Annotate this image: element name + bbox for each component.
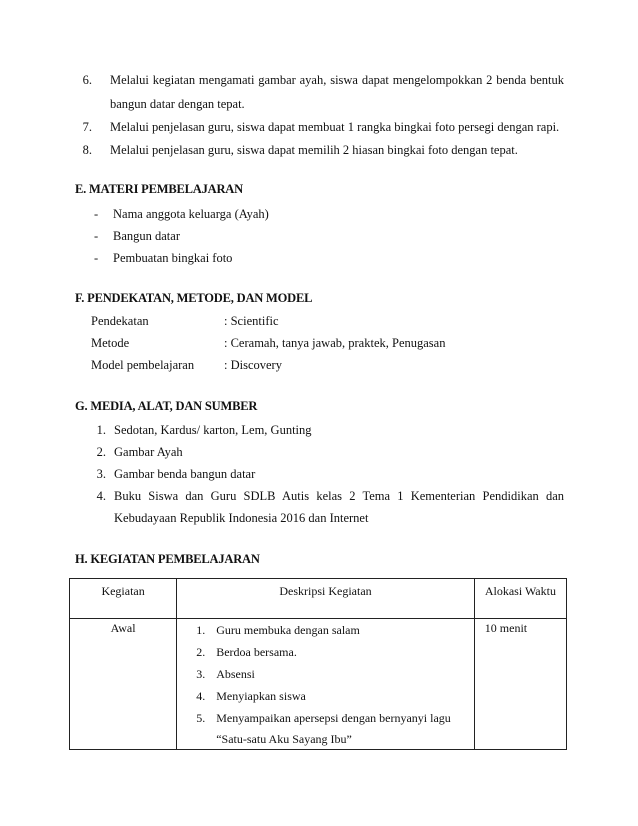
list-item-continued: Kebudayaan Republik Indonesia 2016 dan Internet [114, 511, 369, 525]
objective-text: Melalui penjelasan guru, siswa dapat memilih 2 hiasan bingkai foto dengan tepat. [110, 143, 518, 157]
section-g-heading: G. MEDIA, ALAT, DAN SUMBER [75, 399, 258, 413]
table-header-row [70, 579, 567, 619]
list-item: Bangun datar [113, 229, 180, 243]
step-text: Berdoa bersama. [216, 645, 297, 659]
step-text-continued: “Satu-satu Aku Sayang Ibu” [216, 732, 352, 746]
field-label: Model pembelajaran [91, 358, 195, 372]
field-label: Metode [91, 336, 130, 350]
objective-number: 6. [82, 73, 92, 87]
header-deskripsi: Deskripsi Kegiatan [177, 579, 475, 619]
step-number: 2. [196, 645, 206, 659]
list-item: Pembuatan bingkai foto [113, 251, 233, 265]
step-text: Absensi [216, 667, 255, 681]
step-number: 1. [196, 623, 206, 637]
step-text: Guru membuka dengan salam [216, 623, 360, 637]
steps-list [178, 620, 473, 748]
section-h-heading: H. KEGIATAN PEMBELAJARAN [75, 552, 260, 566]
cell-deskripsi [177, 619, 475, 750]
cell-alokasi: 10 menit [474, 619, 566, 750]
list-item: Buku Siswa dan Guru SDLB Autis kelas 2 Tema 1 Kementerian Pendidikan dan [114, 489, 564, 503]
section-e-heading: E. MATERI PEMBELAJARAN [75, 182, 243, 196]
list-item: Nama anggota keluarga (Ayah) [113, 207, 269, 221]
field-value: : Discovery [224, 358, 282, 372]
header-alokasi: Alokasi Waktu [474, 579, 566, 619]
list-number: 2. [96, 445, 106, 459]
objective-text-continued: bangun datar dengan tepat. [110, 97, 245, 111]
objective-text: Melalui kegiatan mengamati gambar ayah, siswa dapat mengelompokkan 2 benda bentuk [110, 73, 564, 87]
list-bullet: - [94, 207, 99, 221]
list-bullet: - [94, 229, 99, 243]
field-value: : Scientific [224, 314, 279, 328]
list-number: 4. [96, 489, 106, 503]
objective-number: 7. [82, 120, 92, 134]
step-number: 3. [196, 667, 206, 681]
list-item: Sedotan, Kardus/ karton, Lem, Gunting [114, 423, 312, 437]
cell-kegiatan: Awal [70, 619, 177, 750]
kegiatan-table [69, 578, 567, 750]
list-item: Gambar benda bangun datar [114, 467, 256, 481]
step-text: Menyiapkan siswa [216, 689, 306, 703]
list-bullet: - [94, 251, 99, 265]
list-number: 1. [96, 423, 106, 437]
objective-number: 8. [82, 143, 92, 157]
step-number: 5. [196, 711, 206, 725]
header-kegiatan: Kegiatan [70, 579, 177, 619]
section-f-heading: F. PENDEKATAN, METODE, DAN MODEL [75, 291, 313, 305]
table-row [70, 619, 567, 750]
list-number: 3. [96, 467, 106, 481]
objective-text: Melalui penjelasan guru, siswa dapat membuat 1 rangka bingkai foto persegi dengan rapi. [110, 120, 560, 134]
field-label: Pendekatan [91, 314, 149, 328]
list-item: Gambar Ayah [114, 445, 183, 459]
step-number: 4. [196, 689, 206, 703]
field-value: : Ceramah, tanya jawab, praktek, Penugasan [224, 336, 446, 350]
step-text: Menyampaikan apersepsi dengan bernyanyi lagu [216, 711, 451, 725]
